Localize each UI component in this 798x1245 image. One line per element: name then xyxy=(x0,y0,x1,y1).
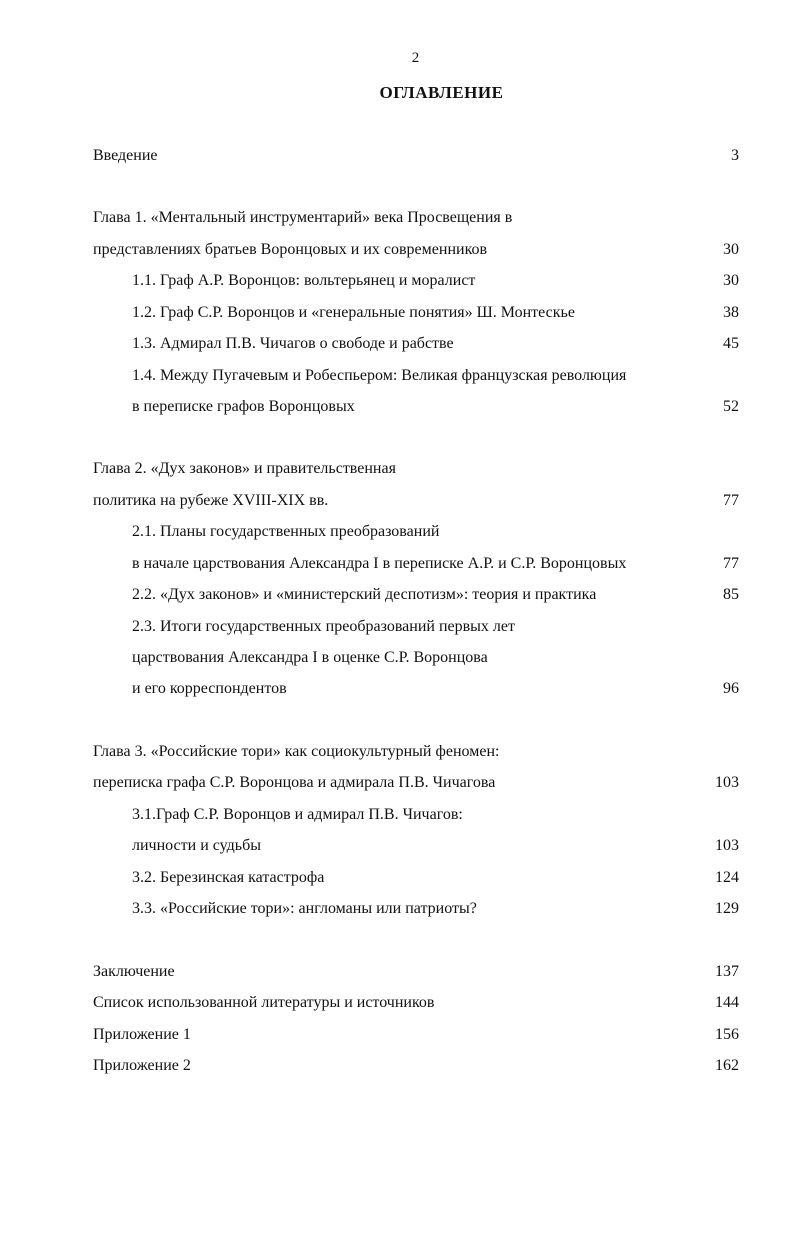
toc-chapter2-line1: Глава 2. «Дух законов» и правительственная xyxy=(93,460,396,477)
toc-page-appendix-2: 162 xyxy=(715,1057,739,1074)
toc-page-1-2: 38 xyxy=(723,304,739,321)
toc-page-3-3: 129 xyxy=(715,900,739,917)
toc-section-2-3-line2: царствования Александра I в оценке С.Р. Воронцова xyxy=(132,649,488,666)
toc-section-2-1-line2: в начале царствования Александра I в переписке А.Р. и С.Р. Воронцовых xyxy=(132,555,627,572)
toc-page-chapter1: 30 xyxy=(723,241,739,258)
toc-section-2-2: 2.2. «Дух законов» и «министерский деспотизм»: теория и практика xyxy=(132,586,597,603)
toc-chapter2-line2: политика на рубеже XVIII-XIX вв. xyxy=(93,492,329,509)
toc-page-1-3: 45 xyxy=(723,335,739,352)
toc-section-1-4-line1: 1.4. Между Пугачевым и Робеспьером: Великая французская революция xyxy=(132,367,627,384)
toc-chapter3-line2: переписка графа С.Р. Воронцова и адмирала П.В. Чичагова xyxy=(93,774,496,791)
toc-section-1-1: 1.1. Граф А.Р. Воронцов: вольтерьянец и моралист xyxy=(132,272,476,289)
toc-page-literature: 144 xyxy=(715,994,739,1011)
toc-section-2-3-line3: и его корреспондентов xyxy=(132,680,287,697)
toc-section-1-4-line2: в переписке графов Воронцовых xyxy=(132,398,355,415)
toc-page-chapter3: 103 xyxy=(715,774,739,791)
toc-chapter1-line2: представлениях братьев Воронцовых и их современников xyxy=(93,241,488,258)
toc-page-chapter2: 77 xyxy=(723,492,739,509)
toc-section-1-2: 1.2. Граф С.Р. Воронцов и «генеральные понятия» Ш. Монтескье xyxy=(132,304,575,321)
toc-page-appendix-1: 156 xyxy=(715,1026,739,1043)
toc-entry-literature: Список использованной литературы и источников xyxy=(93,994,435,1011)
toc-section-1-3: 1.3. Адмирал П.В. Чичагов о свободе и рабстве xyxy=(132,335,454,352)
toc-section-2-1-line1: 2.1. Планы государственных преобразований xyxy=(132,523,440,540)
toc-page-2-1: 77 xyxy=(723,555,739,572)
toc-entry-appendix-2: Приложение 2 xyxy=(93,1057,191,1074)
toc-page-3-2: 124 xyxy=(715,869,739,886)
toc-section-3-3: 3.3. «Российские тори»: англоманы или патриоты? xyxy=(132,900,477,917)
toc-page-1-1: 30 xyxy=(723,272,739,289)
toc-entry-intro: Введение xyxy=(93,147,158,164)
page-number: 2 xyxy=(411,50,420,66)
toc-page-conclusion: 137 xyxy=(715,963,739,980)
toc-section-3-1-line2: личности и судьбы xyxy=(132,837,261,854)
toc-chapter3-line1: Глава 3. «Российские тори» как социокультурный феномен: xyxy=(93,743,500,760)
toc-page-2-2: 85 xyxy=(723,586,739,603)
toc-page-2-3: 96 xyxy=(723,680,739,697)
toc-section-3-2: 3.2. Березинская катастрофа xyxy=(132,869,325,886)
toc-page-3-1: 103 xyxy=(715,837,739,854)
page-title: ОГЛАВЛЕНИЕ xyxy=(379,83,504,102)
toc-entry-conclusion: Заключение xyxy=(93,963,175,980)
toc-section-3-1-line1: 3.1.Граф С.Р. Воронцов и адмирал П.В. Чичагов: xyxy=(132,806,463,823)
toc-entry-appendix-1: Приложение 1 xyxy=(93,1026,191,1043)
toc-section-2-3-line1: 2.3. Итоги государственных преобразований первых лет xyxy=(132,618,515,635)
toc-page-intro: 3 xyxy=(731,147,739,164)
toc-page-1-4: 52 xyxy=(723,398,739,415)
toc-chapter1-line1: Глава 1. «Ментальный инструментарий» века Просвещения в xyxy=(93,209,513,226)
